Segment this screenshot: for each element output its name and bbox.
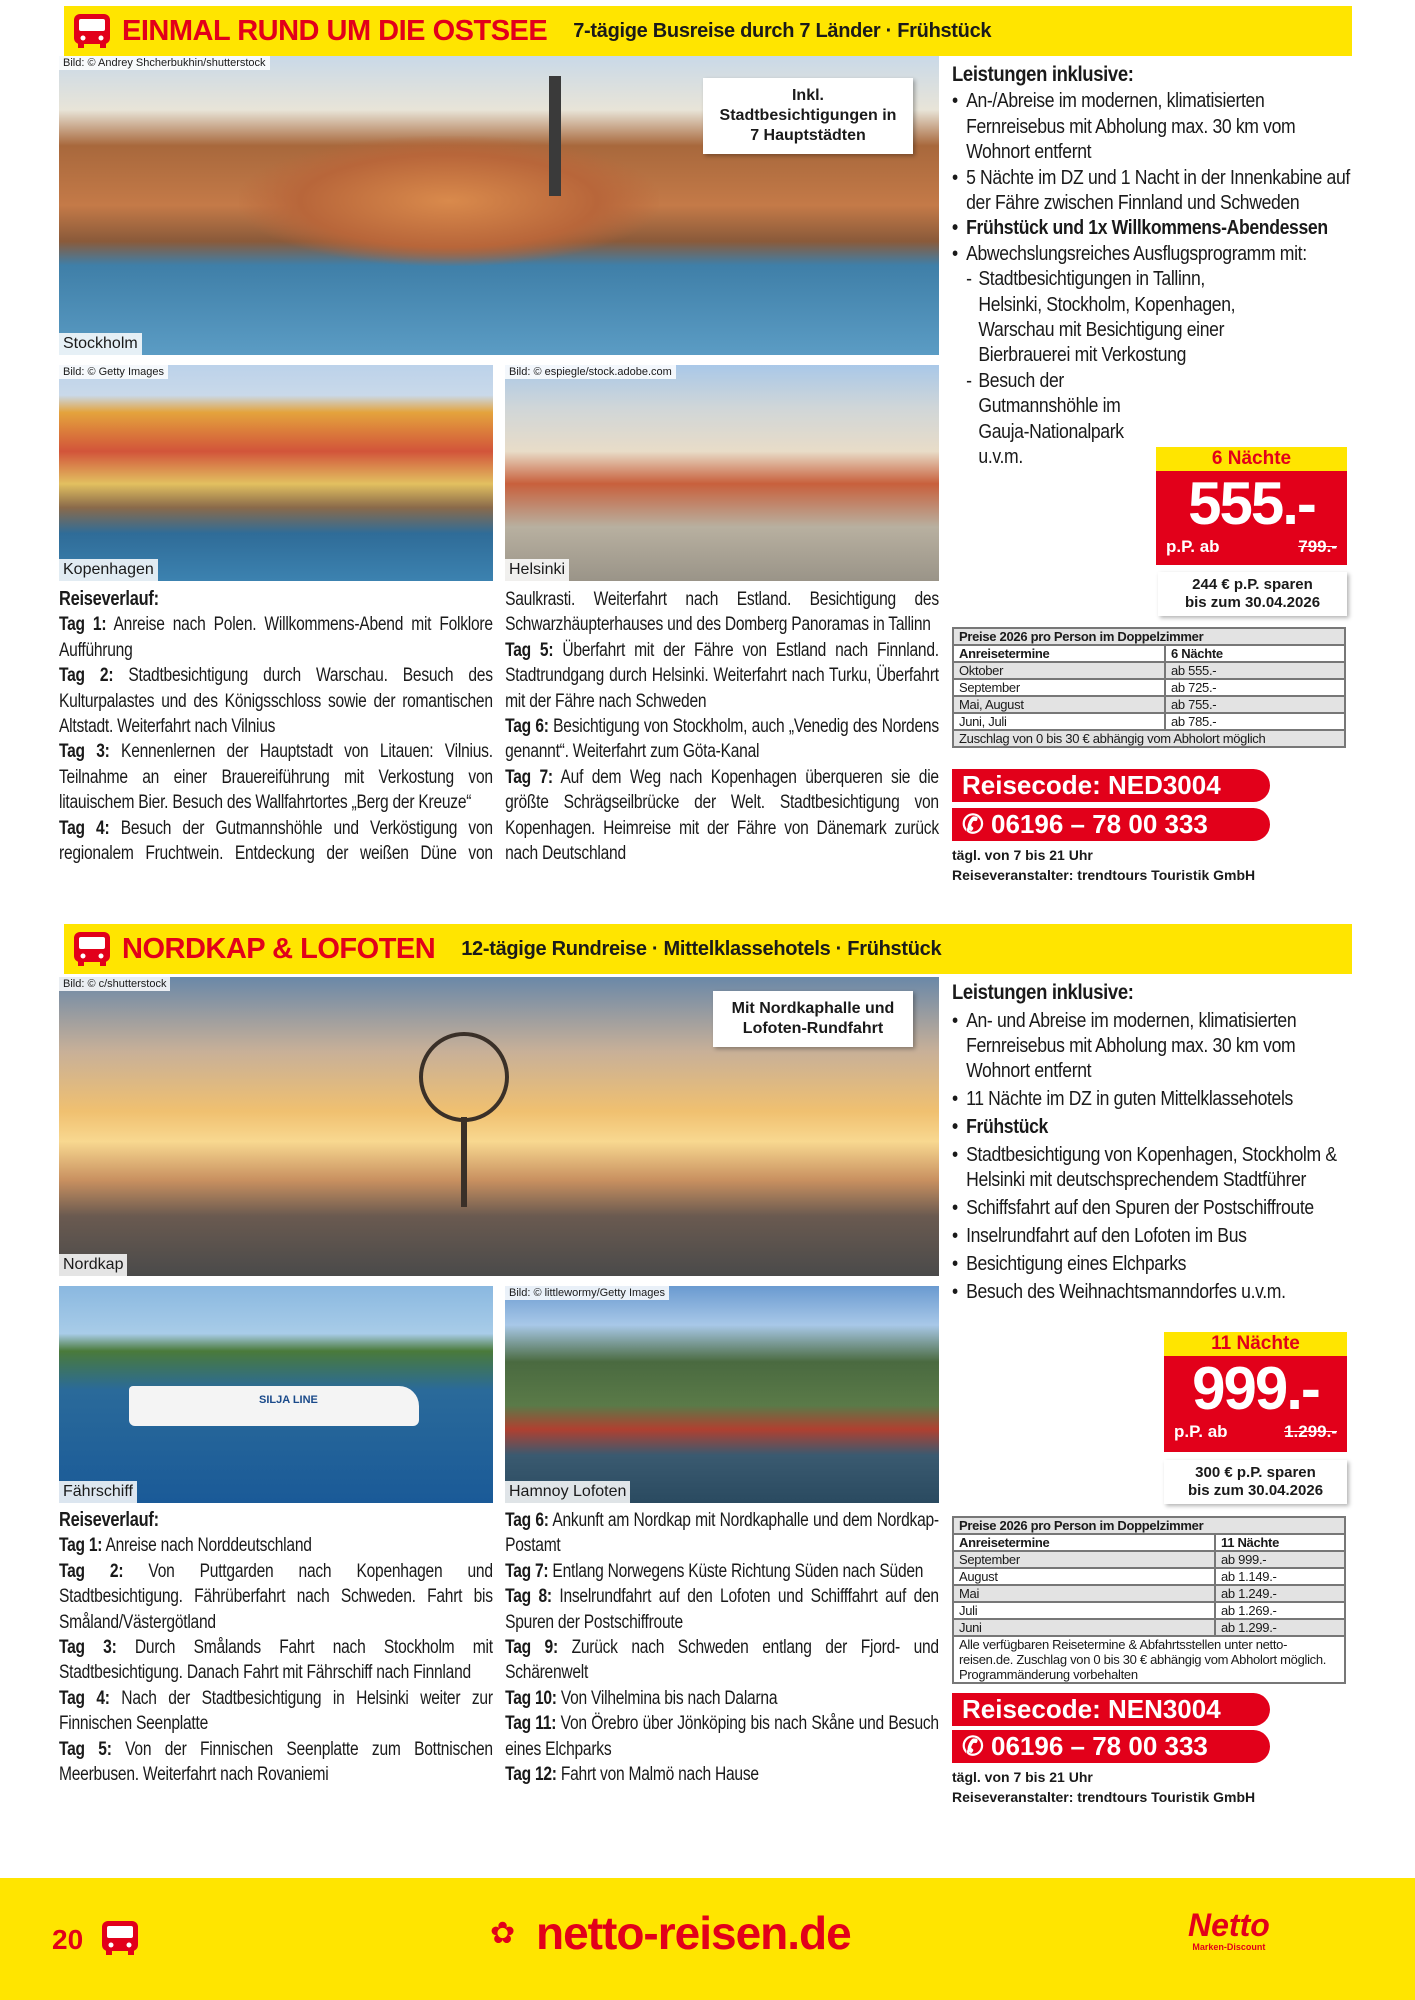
day-text: Stadtbesichtigung durch Warschau. Besuch des Kulturpalastes und des Königsschloss sowie der romantischen Altstadt. Weiterfahrt nach Vilnius [59,665,493,738]
bus-icon [72,13,112,49]
ship-name: SILJA LINE [259,1394,318,1406]
day-text: Überfahrt mit der Fähre von Estland nach Finnland. Stadtrundgang durch Helsinki. Weiterfahrt nach Turku, Überfahrt mit der Fähre nach Schweden [505,639,939,712]
old-price: 799.- [1298,537,1337,556]
col-header: 6 Nächte [1165,645,1345,662]
table-cell: August [953,1568,1215,1585]
tour2-phone[interactable] [952,1730,1270,1763]
tour1-subtitle: 7-tägige Busreise durch 7 Länder · Frühstück [573,19,992,42]
tour2-hours: tägl. von 7 bis 21 Uhr [952,1769,1093,1785]
itinerary-day [59,1533,493,1558]
table-row [953,1585,1345,1602]
day-text: Zurück nach Schweden entlang der Fjord- und Schärenwelt [505,1637,939,1684]
itinerary-day [505,1635,939,1686]
table-row [953,1551,1345,1568]
table-row [953,1602,1345,1619]
service-item: • Inselrundfahrt auf den Lofoten im Bus [952,1224,1362,1249]
tour1-phone[interactable] [952,808,1270,841]
services-title: Leistungen inklusive: [952,981,1134,1004]
page-number: 20 [52,1924,84,1955]
tour1-photo-helsinki [505,365,939,581]
day-text: Anreise nach Polen. Willkommens-Abend mit Folklore Aufführung [59,614,493,661]
service-item: • Frühstück [952,1115,1362,1140]
day-label: Tag 8: [505,1586,552,1608]
day-text: Kennenlernen der Hauptstadt von Litauen: Vilnius. Teilnahme an einer Brauereiführung mit Verkostung von litauischem Bier. Besuch des Wallfahrtortes „Berg der Kreuze“ [59,741,493,814]
tour2-photo-hamnoy [505,1286,939,1503]
tour2-photo-ferry [59,1286,493,1503]
price-per-person: p.P. ab [1174,1422,1228,1441]
bus-icon [100,1920,140,1956]
table-cell: Juli [953,1602,1215,1619]
itinerary-day [59,1635,493,1686]
table-row [953,679,1345,696]
table-header [953,645,1345,662]
table-cell: Juni [953,1619,1215,1636]
table-cell: ab 755.- [1165,696,1345,713]
itinerary-day [59,739,493,815]
day-label: Tag 2: [59,1560,124,1582]
table-note-row [953,730,1345,747]
tour2-title: NORDKAP & LOFOTEN [122,932,436,965]
table-cell: Mai, August [953,696,1165,713]
table-cell: ab 1.269.- [1215,1602,1345,1619]
savings-amount: 300 € p.P. sparen [1195,1464,1316,1481]
table-cell: ab 1.249.- [1215,1585,1345,1602]
table-cell: ab 725.- [1165,679,1345,696]
price-amount: 999.- [1192,1355,1319,1422]
tour1-price-box [1156,447,1347,565]
table-cell: Juni, Juli [953,713,1165,730]
services-title: Leistungen inklusive: [952,63,1134,86]
tour2-savings [1164,1460,1347,1504]
itinerary-day [505,714,939,765]
phone-icon: ✆ [962,809,992,839]
day-label: Tag 10: [505,1687,557,1709]
table-note: Alle verfügbaren Reisetermine & Abfahrtsstellen unter netto-reisen.de. Zuschlag von 0 bis 30 € abhängig vom Abholort möglich. Programmänderung vorbehalten [953,1636,1345,1683]
photo-caption: Stockholm [59,333,142,355]
price-nights: 11 Nächte [1164,1332,1347,1356]
itinerary-day [505,638,939,714]
service-item: • Besichtigung eines Elchparks [952,1252,1362,1277]
itinerary-day [59,1559,493,1635]
day-text: Fahrt von Malmö nach Hause [560,1764,759,1786]
itinerary-day [59,1686,493,1737]
tour2-main-photo [59,977,939,1276]
day-label: Tag 11: [505,1713,557,1735]
day-text: Besuch der Gutmannshöhle und Verköstigung von regionalem Fruchtwein. Entdeckung der weißen Düne von Saulkrasti. Weiterfahrt nach Estland. Besichtigung des Schwarzhäupterhauses und des Domberg Panoramas in Tallinn [59,589,939,865]
day-label: Tag 3: [59,741,110,763]
logo-text: Netto [1188,1907,1270,1943]
day-text: Inselrundfahrt auf den Lofoten und Schifffahrt auf den Spuren der Postschiffroute [505,1586,939,1633]
photo-badge: Inkl. Stadtbesichtigungen in 7 Hauptstädten [703,78,913,154]
sub-service-item: - Stadtbesichtigungen in Tallinn, Helsinki, Stockholm, Kopenhagen, Warschau mit Besichtigung einer Bierbrauerei mit Verkostung [966,267,1265,369]
tour1-itinerary [59,587,939,866]
service-item: • Besuch des Weihnachtsmanndorfes u.v.m. [952,1280,1362,1305]
day-text: Durch Smålands Fahrt nach Stockholm mit Stadtbesichtigung. Danach Fahrt mit Fährschiff nach Finnland [59,1637,493,1684]
day-label: Tag 4: [59,817,110,839]
table-cell: ab 785.- [1165,713,1345,730]
photo-credit: Bild: © Getty Images [59,365,168,379]
website-link[interactable]: netto-reisen.de [536,1907,851,1959]
tour2-travel-code: Reisecode: NEN3004 [952,1693,1270,1726]
service-item: • Schiffsfahrt auf den Spuren der Postschiffroute [952,1196,1362,1221]
price-nights: 6 Nächte [1156,447,1347,471]
table-title: Preise 2026 pro Person im Doppelzimmer [953,628,1345,645]
price-amount: 555.- [1188,470,1315,537]
photo-caption: Kopenhagen [59,559,158,581]
service-item: • 5 Nächte im DZ und 1 Nacht in der Innenkabine auf der Fähre zwischen Finnland und Schweden [952,166,1362,217]
sub-service-item: - Besuch der Gutmannshöhle im Gauja-Nationalpark u.v.m. [966,369,1146,471]
day-label: Tag 5: [505,639,554,661]
col-header: Anreisetermine [953,1534,1215,1551]
table-cell: Oktober [953,662,1165,679]
tour2-header [64,924,1352,974]
itinerary-day [505,1686,939,1711]
table-title-row [953,1517,1345,1534]
day-text: Von Vilhelmina bis nach Dalarna [560,1687,778,1709]
table-cell: ab 1.299.- [1215,1619,1345,1636]
day-label: Tag 5: [59,1738,112,1760]
table-row [953,696,1345,713]
photo-credit: Bild: © littlewormy/Getty Images [505,1286,669,1300]
savings-amount: 244 € p.P. sparen [1192,576,1313,593]
logo-subtext: Marken-Discount [1192,1942,1266,1952]
day-label: Tag 7: [505,766,553,788]
itinerary-day [59,663,493,739]
tour1-operator: Reiseveranstalter: trendtours Touristik GmbH [952,867,1256,883]
day-label: Tag 12: [505,1764,557,1786]
col-header: Anreisetermine [953,645,1165,662]
table-cell: ab 555.- [1165,662,1345,679]
tour2-operator: Reiseveranstalter: trendtours Touristik GmbH [952,1789,1256,1805]
day-label: Tag 3: [59,1637,117,1659]
bus-icon [72,931,112,967]
tour2-subtitle: 12-tägige Rundreise · Mittelklassehotels · Frühstück [461,937,942,960]
day-text: Nach der Stadtbesichtigung in Helsinki weiter zur Finnischen Seenplatte [59,1687,493,1735]
itinerary-day [505,1559,939,1584]
itinerary-day [505,1584,939,1635]
price-per-person: p.P. ab [1166,537,1220,556]
photo-credit: Bild: © c/shutterstock [59,977,170,991]
tour1-services [952,62,1362,471]
day-text: Von der Finnischen Seenplatte zum Bottnischen Meerbusen. Weiterfahrt nach Rovaniemi [59,1738,493,1786]
phone-number: 06196 – 78 00 333 [991,809,1208,839]
day-label: Tag 2: [59,665,114,687]
itinerary-title: Reiseverlauf: [59,1509,159,1531]
photo-credit: Bild: © espiegle/stock.adobe.com [505,365,676,379]
photo-caption: Fährschiff [59,1481,137,1503]
day-label: Tag 4: [59,1687,110,1709]
tour1-main-photo [59,56,939,355]
savings-deadline: bis zum 30.04.2026 [1187,1482,1324,1499]
tour1-header [64,6,1352,56]
phone-icon: ✆ [962,1731,992,1761]
tour1-photo-kopenhagen [59,365,493,581]
table-row [953,1619,1345,1636]
tour1-travel-code: Reisecode: NED3004 [952,769,1270,802]
itinerary-day [505,1508,939,1559]
day-text: Von Puttgarden nach Kopenhagen und Stadtbesichtigung. Fährüberfahrt nach Schweden. Fahrt bis Småland/Västergötland [59,1560,493,1633]
table-note-row [953,1636,1345,1683]
service-item: • 11 Nächte im DZ in guten Mittelklassehotels [952,1087,1362,1112]
table-row [953,713,1345,730]
day-text: Besichtigung von Stockholm, auch „Venedig des Nordens genannt“. Weiterfahrt zum Göta-Kanal [505,716,939,763]
itinerary-title: Reiseverlauf: [59,588,159,610]
table-cell: September [953,1551,1215,1568]
tour2-services [952,980,1362,1308]
tour1-savings [1158,572,1347,616]
table-header [953,1534,1345,1551]
day-text: Anreise nach Norddeutschland [105,1535,312,1557]
tour1-price-table [952,627,1346,748]
tour2-price-box [1164,1332,1347,1452]
photo-caption: Helsinki [505,559,569,581]
col-header: 11 Nächte [1215,1534,1345,1551]
day-label: Tag 6: [505,716,549,738]
table-row [953,662,1345,679]
table-note: Zuschlag von 0 bis 30 € abhängig vom Abholort möglich [953,730,1345,747]
phone-number: 06196 – 78 00 333 [991,1731,1208,1761]
itinerary-day [59,612,493,663]
itinerary-day [59,1737,493,1788]
day-text: Ankunft am Nordkap mit Nordkaphalle und dem Nordkap-Postamt [505,1510,939,1557]
old-price: 1.299.- [1284,1422,1337,1441]
day-label: Tag 9: [505,1637,558,1659]
service-item: • Stadtbesichtigung von Kopenhagen, Stockholm & Helsinki mit deutschsprechendem Stadtführer [952,1143,1362,1193]
table-title-row [953,628,1345,645]
tour1-title: EINMAL RUND UM DIE OSTSEE [122,14,548,47]
day-text: Von Örebro über Jönköping bis nach Skåne und Besuch eines Elchparks [505,1713,939,1760]
itinerary-day [505,1711,939,1762]
table-row [953,1568,1345,1585]
netto-logo [1188,1908,1270,1952]
table-title: Preise 2026 pro Person im Doppelzimmer [953,1517,1345,1534]
photo-caption: Nordkap [59,1254,127,1276]
tour2-price-table [952,1516,1346,1684]
day-label: Tag 6: [505,1510,549,1531]
service-item: • An-/Abreise im modernen, klimatisierten Fernreisebus mit Abholung max. 30 km vom Wohnort entfernt [952,89,1362,165]
table-cell: ab 999.- [1215,1551,1345,1568]
photo-credit: Bild: © Andrey Shcherbukhin/shutterstock [59,56,270,70]
itinerary-day [505,1762,939,1787]
tour1-hours: tägl. von 7 bis 21 Uhr [952,847,1093,863]
day-label: Tag 7: [505,1560,549,1582]
table-cell: ab 1.149.- [1215,1568,1345,1585]
pretzel-icon: ✿ [490,1917,516,1950]
table-cell: Mai [953,1585,1215,1602]
footer [0,1878,1415,2000]
tour2-itinerary [59,1508,939,1787]
itinerary-day [505,765,939,867]
table-cell: September [953,679,1165,696]
day-label: Tag 1: [59,1535,103,1557]
savings-deadline: bis zum 30.04.2026 [1184,594,1321,611]
day-text: Auf dem Weg nach Kopenhagen überqueren sie die größte Schrägseilbrücke der Welt. Stadtbesichtigung von Kopenhagen. Heimreise mit der Fähre von Dänemark zurück nach Deutschland [505,766,939,865]
photo-badge: Mit Nordkaphalle und Lofoten-Rundfahrt [713,991,913,1047]
day-text: Entlang Norwegens Küste Richtung Süden nach Süden [552,1560,924,1582]
photo-caption: Hamnoy Lofoten [505,1481,630,1503]
service-item: • Frühstück und 1x Willkommens-Abendessen [952,216,1362,241]
day-label: Tag 1: [59,614,107,636]
service-item: • Abwechslungsreiches Ausflugsprogramm mit: [952,242,1362,267]
service-item: • An- und Abreise im modernen, klimatisierten Fernreisebus mit Abholung max. 30 km vom Wohnort entfernt [952,1009,1362,1084]
